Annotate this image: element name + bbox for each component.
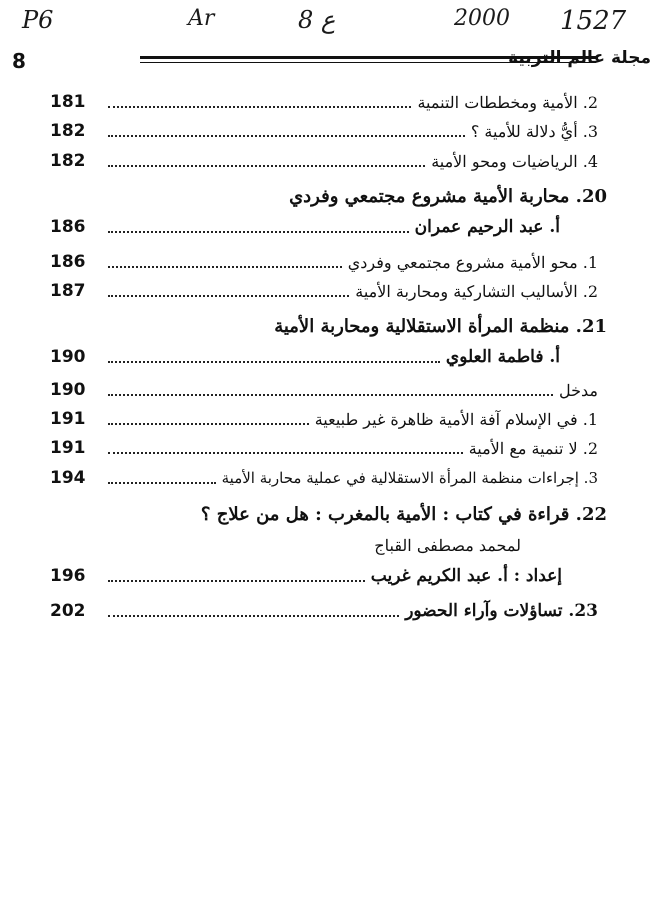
- handwritten-code: P6: [22, 6, 54, 34]
- toc-entry: [50, 464, 598, 492]
- toc-title: 2. الأساليب التشاركية ومحاربة الأمية: [355, 281, 598, 301]
- toc-title: 2. لا تنمية مع الأمية: [468, 438, 598, 458]
- dot-leader: [108, 165, 425, 167]
- toc-title: مدخل: [559, 380, 598, 400]
- toc-page: 191: [50, 409, 86, 429]
- page-header: [0, 46, 651, 80]
- handwritten-issue: 8 ع: [298, 6, 336, 34]
- toc-entry: [50, 405, 598, 433]
- toc-entry: [50, 597, 598, 625]
- toc-title: 1. في الإسلام آفة الأمية ظاهرة غير طبيعية: [314, 409, 598, 429]
- toc-page: 186: [50, 217, 86, 237]
- toc-title: 3. أيُّ دلالة للأمية ؟: [470, 121, 598, 141]
- toc-title: 1. محو الأمية مشروع مجتمعي وفردي: [347, 252, 598, 272]
- toc-author: أ. عبد الرحيم عمران: [414, 217, 560, 237]
- toc-entry: [50, 277, 598, 305]
- toc-page: 190: [50, 347, 86, 367]
- page-number: 8: [12, 49, 26, 73]
- toc-page: 194: [50, 468, 86, 488]
- toc-page: 182: [50, 121, 86, 141]
- toc-entry: [50, 117, 598, 145]
- toc-preparer: إعداد : أ. عبد الكريم غريب: [370, 566, 562, 586]
- dot-leader: [108, 452, 463, 454]
- section-heading: 20. محاربة الأمية مشروع مجتمعي وفردي: [289, 186, 607, 207]
- dot-leader: [108, 615, 399, 617]
- toc-title: 3. إجراءات منظمة المرأة الاستقلالية في عملية محاربة الأمية: [221, 469, 598, 487]
- toc-entry: [50, 376, 598, 404]
- toc-entry: [50, 88, 598, 116]
- toc-page: 186: [50, 252, 86, 272]
- toc-entry: [50, 434, 598, 462]
- toc-entry: [50, 562, 598, 590]
- toc-page: 187: [50, 281, 86, 301]
- dot-leader: [108, 423, 309, 425]
- dot-leader: [108, 482, 216, 484]
- toc-entry: [50, 343, 598, 371]
- dot-leader: [108, 106, 411, 108]
- dot-leader: [108, 580, 365, 582]
- dot-leader: [108, 394, 553, 396]
- toc-title: 2. الأمية ومخططات التنمية: [417, 92, 598, 112]
- toc-page: 190: [50, 380, 86, 400]
- toc-page: 191: [50, 438, 86, 458]
- handwritten-year: 2000: [454, 6, 510, 31]
- dot-leader: [108, 295, 349, 297]
- handwritten-language: Ar: [188, 6, 215, 31]
- journal-title: مجلة عالم التربية: [508, 48, 651, 68]
- toc-entry: [50, 248, 598, 276]
- handwritten-reference: 1527: [560, 6, 627, 36]
- toc-entry: [50, 147, 598, 175]
- section-heading: 21. منظمة المرأة الاستقلالية ومحاربة الأمية: [274, 316, 607, 337]
- toc-title: 4. الرياضيات ومحو الأمية: [431, 151, 598, 171]
- dot-leader: [108, 266, 342, 268]
- dot-leader: [108, 135, 465, 137]
- toc-page: 182: [50, 151, 86, 171]
- dot-leader: [108, 361, 440, 363]
- dot-leader: [108, 231, 409, 233]
- toc-entry: [50, 213, 598, 241]
- toc-page: 181: [50, 92, 86, 112]
- toc-page: 202: [50, 601, 86, 621]
- toc-page: 196: [50, 566, 86, 586]
- section-heading: 22. قراءة في كتاب : الأمية بالمغرب : هل من علاج ؟: [200, 504, 607, 525]
- toc-title: 23. تساؤلات وآراء الحضور: [405, 601, 598, 621]
- book-author: لمحمد مصطفى القباج: [374, 536, 521, 555]
- toc-author: أ. فاطمة العلوي: [445, 347, 560, 367]
